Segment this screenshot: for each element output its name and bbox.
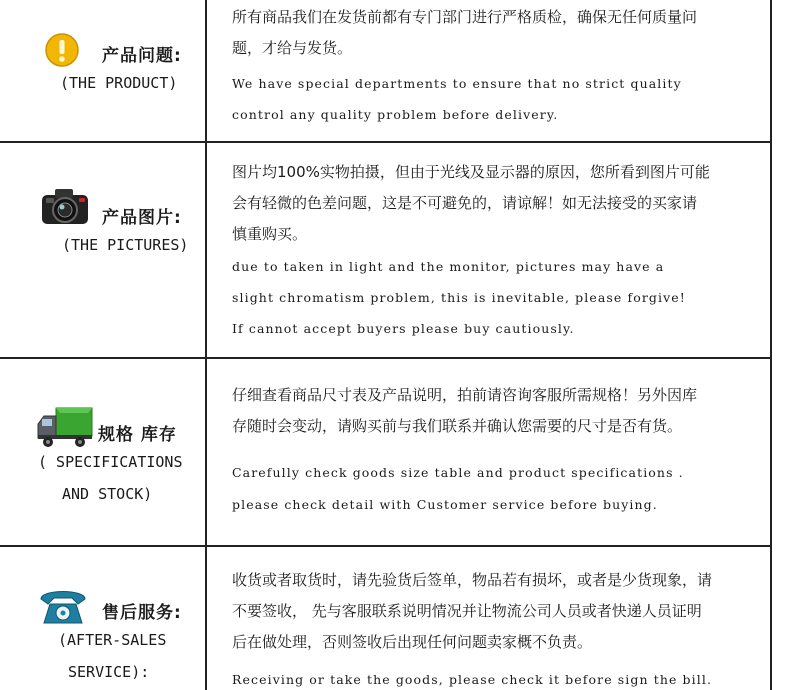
delivery-truck-icon bbox=[36, 404, 94, 454]
en-line: due to taken in light and the monitor, pictures may have a bbox=[232, 259, 665, 274]
section-title-cn: 产品问题: bbox=[102, 46, 182, 66]
en-line: control any quality problem before delivery. bbox=[232, 107, 559, 122]
cn-line: 收货或者取货时，请先验货后签单，物品若有损坏，或者是少货现象，请 bbox=[232, 571, 713, 589]
cn-line: 所有商品我们在发货前都有专门部门进行严格质检，确保无任何质量问 bbox=[232, 8, 698, 26]
section-title-en: SERVICE): bbox=[68, 663, 150, 681]
section-title-en: (THE PRODUCT) bbox=[60, 74, 178, 92]
cn-line: 慎重购买。 bbox=[232, 225, 308, 243]
row-divider bbox=[0, 141, 772, 143]
section-title-en: (AFTER-SALES bbox=[58, 631, 167, 649]
en-line: If cannot accept buyers please buy cautiously. bbox=[232, 321, 575, 336]
en-line: please check detail with Customer service before buying. bbox=[232, 497, 658, 512]
section-title-en: ( SPECIFICATIONS bbox=[38, 453, 183, 471]
section-title-cn: 规格 库存 bbox=[98, 425, 177, 445]
cn-line: 仔细查看商品尺寸表及产品说明，拍前请咨询客服所需规格！另外因库 bbox=[232, 386, 698, 404]
cn-line: 题，才给与发货。 bbox=[232, 39, 353, 57]
cn-line: 存随时会变动，请购买前与我们联系并确认您需要的尺寸是否有货。 bbox=[232, 417, 683, 435]
cn-line: 会有轻微的色差问题，这是不可避免的，请谅解！如无法接受的买家请 bbox=[232, 194, 698, 212]
cn-line: 不要签收， 先与客服联系说明情况并让物流公司人员或者快递人员证明 bbox=[232, 602, 702, 620]
section-title-cn: 售后服务: bbox=[102, 603, 182, 623]
row-divider bbox=[0, 545, 772, 547]
en-line: We have special departments to ensure that no strict quality bbox=[232, 76, 682, 91]
en-line: slight chromatism problem, this is inevitable, please forgive! bbox=[232, 290, 686, 305]
exclamation-circle-icon bbox=[44, 32, 80, 72]
camera-icon bbox=[40, 186, 90, 230]
table-border-right bbox=[770, 0, 772, 690]
column-divider bbox=[205, 0, 207, 690]
row-divider bbox=[0, 357, 772, 359]
section-title-cn: 产品图片: bbox=[102, 208, 182, 228]
cn-line: 图片均100%实物拍摄，但由于光线及显示器的原因，您所看到图片可能 bbox=[232, 163, 710, 181]
en-line: Carefully check goods size table and product specifications . bbox=[232, 465, 684, 480]
telephone-icon bbox=[38, 585, 88, 631]
section-title-en: AND STOCK) bbox=[62, 485, 153, 503]
section-title-en: (THE PICTURES) bbox=[62, 236, 189, 254]
en-line: Receiving or take the goods, please check it before sign the bill. bbox=[232, 672, 713, 687]
cn-line: 后在做处理，否则签收后出现任何问题卖家概不负责。 bbox=[232, 633, 593, 651]
